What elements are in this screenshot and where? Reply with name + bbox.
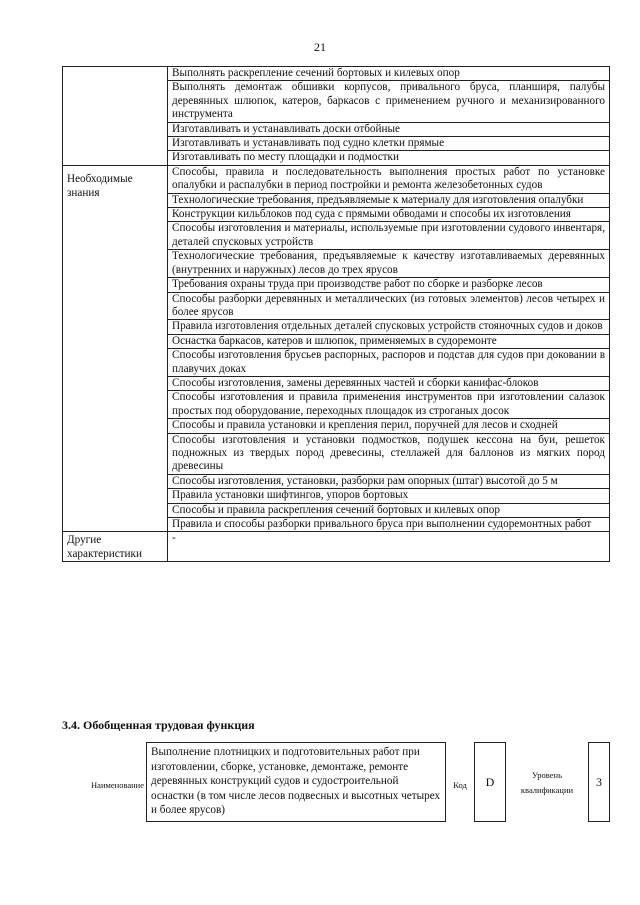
table-cell: Способы и правила установки и крепления перил, поручней для лесов и сходней (168, 419, 610, 433)
code-label: Код (453, 780, 467, 790)
name-value-box: Выполнение плотницких и подготовительных работ при изготовлении, сборке, установке, демонтаже, ремонте деревянных конструкций судов и судостроительной оснастки (в том числе лесов подвесных и высотных четырех и более ярусов) (146, 742, 446, 822)
row-label-knowledge: Необходимые знания (63, 165, 168, 532)
table-cell: Оснастка баркасов, катеров и шлюпок, применяемых в судоремонте (168, 334, 610, 348)
table-cell: Способы изготовления брусьев распорных, распоров и подстав для судов при доковании в плавучих доках (168, 349, 610, 377)
table-cell: Способы изготовления и установки подмостков, подушек кессона на буи, решеток подножных из твердых пород древесины, стеллажей для баллонов из мягких пород древесины (168, 433, 610, 474)
skills-table (62, 66, 610, 562)
name-label: Наименование (91, 780, 144, 790)
row-label-other: Другие характеристики (63, 532, 168, 562)
table-cell: Способы изготовления, замены деревянных частей и сборки канифас-блоков (168, 376, 610, 390)
table-cell: Способы изготовления, установки, разборки рам опорных (штаг) высотой до 5 м (168, 474, 610, 488)
table-cell: - (168, 532, 610, 562)
table-cell: Технологические требования, предъявляемые к материалу для изготовления опалубки (168, 193, 610, 207)
table-cell: Изготавливать и устанавливать под судно клетки прямые (168, 137, 610, 151)
table-cell: Технологические требования, предъявляемые к качеству изготавливаемых деревянных (внутренних и наружных) лесов до трех ярусов (168, 250, 610, 278)
code-value-box: D (474, 742, 506, 822)
table-cell: Способы изготовления и материалы, используемые при изготовлении судового инвентаря, деталей спусковых устройств (168, 222, 610, 250)
table-cell: Способы и правила раскрепления сечений бортовых и килевых опор (168, 503, 610, 517)
table-cell: Требования охраны труда при производстве работ по сборке и разборке лесов (168, 278, 610, 292)
table-cell: Правила и способы разборки привального бруса при выполнении судоремонтных работ (168, 518, 610, 532)
function-summary (62, 742, 612, 826)
table-cell: Способы разборки деревянных и металлических (из готовых элементов) лесов четырех и более ярусов (168, 292, 610, 320)
table-cell: Выполнять демонтаж обшивки корпусов, привального бруса, планширя, палубы деревянных шлюпок, катеров, баркасов с применением ручного и механизированного инструмента (168, 81, 610, 122)
table-row (63, 165, 610, 193)
level-label: Уровень квалификации (520, 770, 574, 795)
table-cell: Изготавливать и устанавливать доски отбойные (168, 122, 610, 136)
row-label (63, 67, 168, 166)
table-cell: Способы изготовления и правила применения инструментов при изготовлении салазок простых под оборудование, переходных площадок из строганых досок (168, 391, 610, 419)
table-row (63, 532, 610, 562)
table-cell: Правила установки шифтингов, упоров бортовых (168, 489, 610, 503)
table-row (63, 67, 610, 81)
section-heading: 3.4. Обобщенная трудовая функция (62, 718, 255, 732)
table-cell: Выполнять раскрепление сечений бортовых и килевых опор (168, 67, 610, 81)
page-number: 21 (314, 40, 326, 54)
table-cell: Правила изготовления отдельных деталей спусковых устройств стояночных судов и доков (168, 320, 610, 334)
table-cell: Конструкции кильблоков под суда с прямыми обводами и способы их изготовления (168, 208, 610, 222)
table-cell: Изготавливать по месту площадки и подмостки (168, 151, 610, 165)
table-cell: Способы, правила и последовательность выполнения простых работ по установке опалубки и распалубки в период постройки и ремонта железобетонных судов (168, 165, 610, 193)
level-value-box: 3 (588, 742, 610, 822)
